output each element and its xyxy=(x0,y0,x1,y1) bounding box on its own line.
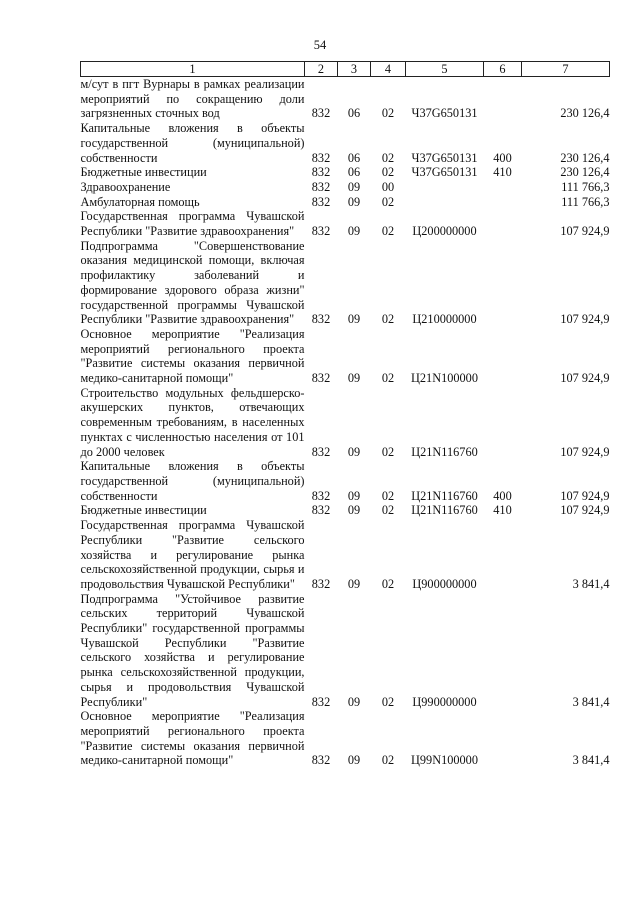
expense-type-code xyxy=(484,195,522,210)
row-name: Основное мероприятие "Реализация мероприятий регионального проекта "Развитие системы оказания первичной медико-санитарной помощи" xyxy=(80,326,305,386)
table-row xyxy=(81,459,610,503)
table-row xyxy=(81,709,610,768)
section-code: 09 xyxy=(347,224,361,239)
row-name: Здравоохранение xyxy=(80,179,171,194)
column-header-4: 4 xyxy=(371,62,406,77)
expense-type-code xyxy=(484,327,522,386)
target-article-code: Ч37G650131 xyxy=(411,150,478,165)
table-row xyxy=(81,327,610,386)
amount: 3 841,4 xyxy=(572,576,610,591)
expense-type-code xyxy=(484,386,522,460)
expense-type-code xyxy=(484,592,522,710)
subsection-code: 02 xyxy=(381,694,395,709)
target-article-code xyxy=(406,180,484,195)
amount: 111 766,3 xyxy=(561,179,610,194)
subsection-code: 02 xyxy=(381,106,395,121)
amount: 107 924,9 xyxy=(560,312,610,327)
table-header-row xyxy=(81,62,610,77)
ministry-code: 832 xyxy=(311,753,331,768)
expense-type-code: 400 xyxy=(493,488,512,503)
target-article-code: Ч37G650131 xyxy=(411,165,478,180)
amount: 107 924,9 xyxy=(560,224,610,239)
ministry-code: 832 xyxy=(311,312,331,327)
subsection-code: 02 xyxy=(381,444,395,459)
row-name: Государственная программа Чувашской Республики "Развитие сельского хозяйства и регулирование рынка сельскохозяйственной продукции, сырья и продовольствия Чувашской Республики" xyxy=(80,518,305,591)
table-row xyxy=(81,121,610,165)
subsection-code: 02 xyxy=(381,224,395,239)
row-name: Бюджетные инвестиции xyxy=(80,503,207,518)
amount: 3 841,4 xyxy=(572,753,610,768)
section-code: 09 xyxy=(347,753,361,768)
subsection-code: 00 xyxy=(381,179,395,194)
row-name: Строительство модульных фельдшерско-акушерских пунктов, отвечающих современным требованиям, в населенных пунктах с численностью населения от 101 до 2000 человек xyxy=(80,385,305,459)
ministry-code: 832 xyxy=(311,106,331,121)
ministry-code: 832 xyxy=(311,576,331,591)
expense-type-code xyxy=(484,239,522,327)
table-row xyxy=(81,209,610,238)
section-code: 09 xyxy=(347,312,361,327)
budget-table xyxy=(80,61,610,768)
row-name: м/сут в пгт Вурнары в рамках реализации мероприятий по сокращению доли загрязненных сточных вод xyxy=(80,77,305,121)
row-name: Подпрограмма "Устойчивое развитие сельских территорий Чувашской Республики" государственной программы Чувашской Республики "Развитие сельского хозяйства и регулирование рынка сельскохозяйственной продукции, сырья и продовольствия Чувашской Республики" xyxy=(80,591,305,709)
section-code: 09 xyxy=(347,503,361,518)
expense-type-code xyxy=(484,77,522,122)
subsection-code: 02 xyxy=(381,371,395,386)
expense-type-code: 410 xyxy=(493,503,512,518)
row-name: Государственная программа Чувашской Республики "Развитие здравоохранения" xyxy=(80,209,305,239)
table-row xyxy=(81,77,610,122)
target-article-code: Ц99N100000 xyxy=(411,753,478,768)
column-header-6: 6 xyxy=(484,62,522,77)
section-code: 09 xyxy=(347,576,361,591)
expense-type-code: 400 xyxy=(493,150,512,165)
column-header-3: 3 xyxy=(338,62,371,77)
expense-type-code xyxy=(484,518,522,592)
ministry-code: 832 xyxy=(311,224,331,239)
section-code: 09 xyxy=(347,444,361,459)
table-body xyxy=(81,77,610,769)
section-code: 09 xyxy=(347,179,361,194)
row-name: Подпрограмма "Совершенствование оказания медицинской помощи, включая профилактику заболеваний и формирование здорового образа жизни" государственной программы Чувашской Республики "Развитие здравоохранения" xyxy=(80,238,305,327)
column-header-2: 2 xyxy=(305,62,338,77)
section-code: 09 xyxy=(347,194,361,209)
section-code: 09 xyxy=(347,694,361,709)
subsection-code: 02 xyxy=(381,165,395,180)
row-name: Капитальные вложения в объекты государственной (муниципальной) собственности xyxy=(80,459,305,503)
page-number: 54 xyxy=(313,38,327,52)
table-row xyxy=(81,592,610,710)
column-header-7: 7 xyxy=(522,62,610,77)
ministry-code: 832 xyxy=(311,150,331,165)
subsection-code: 02 xyxy=(381,488,395,503)
amount: 107 924,9 xyxy=(560,371,610,386)
ministry-code: 832 xyxy=(311,179,331,194)
target-article-code: Ц210000000 xyxy=(412,312,477,327)
table-row xyxy=(81,180,610,195)
target-article-code: Ц200000000 xyxy=(412,224,477,239)
ministry-code: 832 xyxy=(311,371,331,386)
amount: 107 924,9 xyxy=(560,444,610,459)
amount: 107 924,9 xyxy=(560,488,610,503)
subsection-code: 02 xyxy=(381,150,395,165)
table-row xyxy=(81,503,610,518)
row-name: Капитальные вложения в объекты государственной (муниципальной) собственности xyxy=(80,121,305,165)
subsection-code: 02 xyxy=(381,753,395,768)
section-code: 06 xyxy=(347,150,361,165)
amount: 230 126,4 xyxy=(560,165,610,180)
target-article-code: Ц21N100000 xyxy=(411,371,478,386)
target-article-code: Ч37G650131 xyxy=(411,106,478,121)
section-code: 06 xyxy=(347,106,361,121)
expense-type-code xyxy=(484,709,522,768)
column-header-5: 5 xyxy=(406,62,484,77)
ministry-code: 832 xyxy=(311,194,331,209)
expense-type-code: 410 xyxy=(493,165,512,180)
expense-type-code xyxy=(484,180,522,195)
target-article-code: Ц990000000 xyxy=(412,694,477,709)
ministry-code: 832 xyxy=(311,488,331,503)
table-row xyxy=(81,386,610,460)
ministry-code: 832 xyxy=(311,694,331,709)
row-name: Основное мероприятие "Реализация мероприятий регионального проекта "Развитие системы оказания первичной медико-санитарной помощи" xyxy=(80,709,305,768)
subsection-code: 02 xyxy=(381,503,395,518)
amount: 111 766,3 xyxy=(561,194,610,209)
table-row xyxy=(81,195,610,210)
amount: 230 126,4 xyxy=(560,150,610,165)
amount: 230 126,4 xyxy=(560,106,610,121)
section-code: 09 xyxy=(347,371,361,386)
table-row xyxy=(81,518,610,592)
target-article-code xyxy=(406,195,484,210)
section-code: 06 xyxy=(347,165,361,180)
target-article-code: Ц21N116760 xyxy=(411,503,478,518)
amount: 3 841,4 xyxy=(572,694,610,709)
target-article-code: Ц21N116760 xyxy=(411,444,478,459)
amount: 107 924,9 xyxy=(560,503,610,518)
subsection-code: 02 xyxy=(381,194,395,209)
row-name: Амбулаторная помощь xyxy=(80,194,200,209)
target-article-code: Ц21N116760 xyxy=(411,488,478,503)
row-name: Бюджетные инвестиции xyxy=(80,165,207,180)
subsection-code: 02 xyxy=(381,312,395,327)
target-article-code: Ц900000000 xyxy=(412,576,477,591)
expense-type-code xyxy=(484,209,522,238)
ministry-code: 832 xyxy=(311,444,331,459)
subsection-code: 02 xyxy=(381,576,395,591)
section-code: 09 xyxy=(347,488,361,503)
table-row xyxy=(81,165,610,180)
ministry-code: 832 xyxy=(311,165,331,180)
column-header-1: 1 xyxy=(81,62,305,77)
table-row xyxy=(81,239,610,327)
ministry-code: 832 xyxy=(311,503,331,518)
